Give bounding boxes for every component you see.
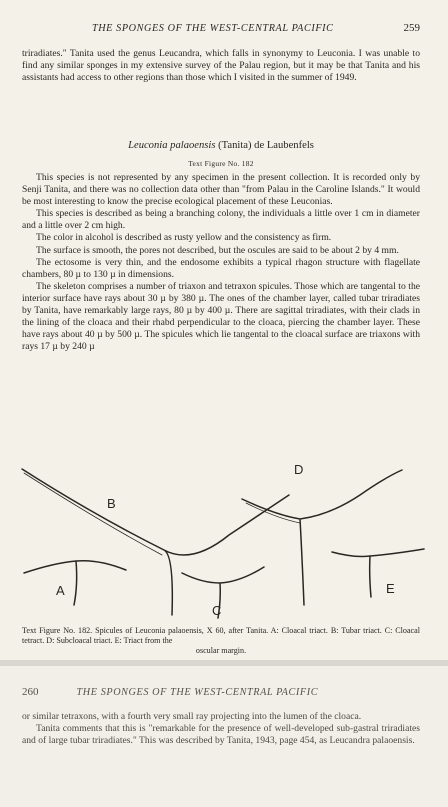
paragraph: The ectosome is very thin, and the endosome exhibits a typical rhagon structure with flagellate chambers, 80 µ to 130 µ in dimensions. bbox=[22, 256, 420, 280]
paragraph: The color in alcohol is described as rusty yellow and the consistency as firm. bbox=[36, 232, 332, 244]
label-c: C bbox=[212, 603, 222, 618]
text-figure-ref: Text Figure No. 182 bbox=[188, 159, 254, 168]
running-title: THE SPONGES OF THE WEST-CENTRAL PACIFIC bbox=[76, 687, 319, 698]
page-number: 260 bbox=[22, 686, 39, 698]
paragraph: Tanita comments that this is "remarkable for the presence of well-developed sub-gastral triradiates and of large tubar triradiates." This was described by Tanita, 1943, page 454, as Leucandra palaoensis. bbox=[22, 723, 420, 747]
page-number: 259 bbox=[403, 22, 420, 34]
paragraph: or similar tetraxons, with a fourth very small ray projecting into the lumen of the cloaca. bbox=[22, 711, 362, 722]
spicule-c bbox=[182, 567, 264, 618]
label-a: A bbox=[56, 583, 65, 598]
intro-paragraph: triradiates." Tanita used the genus Leucandra, which falls in synonymy to Leuconia. I was unable to find any similar sponges in my extensive survey of the Palau region, but it may be that Tanita and his assistants had access to other regions than those which I visited in the summer of 1949. bbox=[22, 48, 420, 84]
paragraph: The surface is smooth, the pores not described, but the oscules are said to be about 2 by 4 mm. bbox=[36, 244, 399, 256]
running-title: THE SPONGES OF THE WEST-CENTRAL PACIFIC bbox=[91, 23, 334, 34]
label-d: D bbox=[294, 462, 304, 477]
running-head bbox=[22, 686, 420, 698]
species-name: Leuconia palaoensis bbox=[128, 140, 216, 151]
species-heading bbox=[22, 140, 420, 152]
figure-caption bbox=[22, 626, 420, 656]
paragraph: The skeleton comprises a number of triaxon and tetraxon spicules. Those which are tangental to the interior surface have rays about 30 µ by 380 µ. The ones of the chamber layer, called tubar triradiates by Tanita, have remarkably large rays, 80 µ by 400 µ. There are sagittal triradiates, with their clads in the lining of the cloaca and their rhabd perpendicular to the cloaca, piercing the chamber layer. These have rays about 40 µ by 500 µ. The spicules which lie tangental to the cloacal surface are triaxons with rays 17 µ by 240 µ bbox=[22, 280, 420, 353]
caption-text: Spicules of Leuconia palaoensis, X 60, after Tanita. A: Cloacal triact. B: Tubar triact. C: Cloacal tetract. D: Subcloacal triact. E: Triact from the bbox=[22, 626, 420, 645]
spicule-a bbox=[24, 561, 126, 605]
spicule-e bbox=[332, 549, 424, 597]
page-260-text bbox=[22, 711, 420, 747]
paragraph: This species is not represented by any specimen in the present collection. It is recorded only by Senji Tanita, and there was no collection data other than "from Palau in the Caroline Islands." It would be most interesting to know the precise ecological placement of these Leuconias. bbox=[22, 172, 420, 208]
running-head bbox=[22, 22, 420, 34]
label-b: B bbox=[107, 496, 116, 511]
paragraph: This species is described as being a branching colony, the individuals a little over 1 cm in diameter and a little over 2 cm high. bbox=[22, 208, 420, 232]
spicule-figure bbox=[14, 455, 434, 620]
caption-lead: Text Figure No. 182. bbox=[22, 626, 93, 635]
label-e: E bbox=[386, 581, 395, 596]
spicule-d bbox=[242, 470, 402, 605]
page-260 bbox=[0, 666, 448, 807]
caption-tail: oscular margin. bbox=[195, 646, 247, 655]
species-author: (Tanita) de Laubenfels bbox=[218, 140, 314, 151]
description-text bbox=[22, 172, 420, 353]
